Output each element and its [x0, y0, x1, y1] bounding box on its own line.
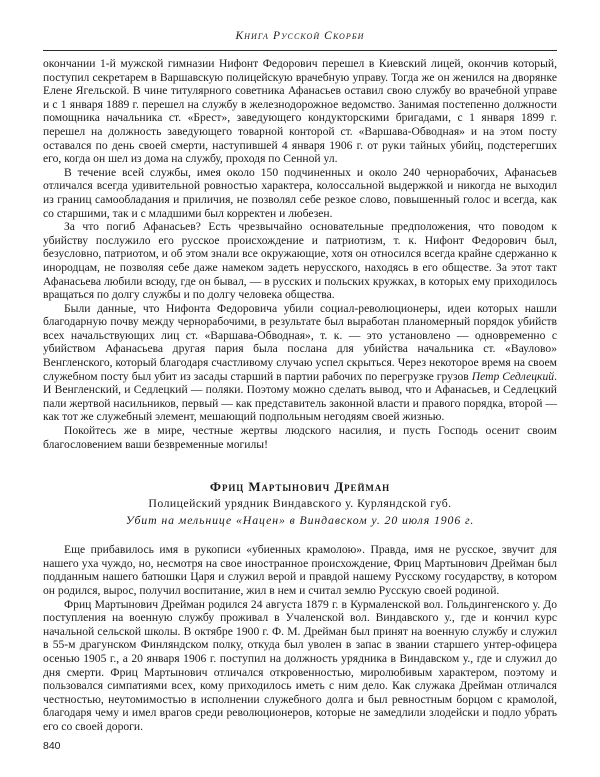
paragraph: Фриц Мартынович Дрейман родился 24 августа 1879 г. в Курмаленской вол. Гольдингенского у. До поступления на военную службу проживал в Учаленской вол. Виндавского у., где и кончил курс начальной сельской школы. В октябре 1900 г. Ф. М. Дрейман был принят на военную службу и служил в 55-м драгунском Финляндском полку, откуда был уволен в запас в звании старшего унтер-офицера осенью 1905 г., а 20 января 1906 г. поступил на должность урядника в Виндавском у., где и служил до дня смерти. Фриц Мартынович отличался откровенностью, миролюбивым характером, поэтому и пользовался симпатиями всех, кому приходилось иметь с ним дело. Как служака Дрейман отличался честностью, неутомимостью в исполнении служебного долга и был ревностным борцом с крамолой, благодаря чему и имел врагов среди революционеров, которые не замедлили злодейски и подло убрать его со своей дороги.	[43, 597, 557, 733]
article-title-name: Фриц Мартынович Дрейман	[209, 479, 391, 495]
paragraph-text-part-2: . И Венгленский, и Седлецкий — поляки. Поэтому можно сделать вывод, что и Афанасьев, и Седлецкий пали жертвой насильников, первый — как представитель законной власти и правого порядка, второй — как тот же служебный элемент, мешающий подпольным негодяям своей жизнью.	[43, 369, 557, 424]
paragraph-continued: окончании 1-й мужской гимназии Нифонт Федорович перешел в Киевский лицей, окончив который, поступил секретарем в Варшавскую полицейскую врачебную управу. Тогда же он женился на дворянке Елене Ягельской. В чине титулярного советника Афанасьев оставил свою службу во врачебной управе и с 1 января 1889 г. перешел на службу в железнодорожное ведомство. Занимая постепенно должности помощника начальника ст. «Брест», заведующего кондукторскими бригадами, с 1 января 1899 г. перешел на должность заведующего товарной конторой ст. «Варшава-Обводная» и на этом посту оставался по день своей смерти, наступившей 4 января 1906 г. от руки тайных убийц, подстерегших его, когда он шел из дома на службу, проходя по Сенной ул.	[43, 57, 557, 166]
page-number: 840	[43, 740, 61, 752]
italic-person-name: Петр Седлецкий	[471, 369, 555, 383]
page-content	[43, 57, 557, 734]
paragraph-text-part-1: Были данные, что Нифонта Федоровича убили социал-революционеры, идеи которых нашли благодарную почву между чернорабочими, в результате был выработан планомерный порядок убийств всех начальствующих лиц ст. «Варшава-Обводная», т. к. — это установлено — одновременно с убийством Афанасьева другая пария была послана для убийства начальника ст. «Ваулово» Венгленского, который благодаря счастливому случаю успел скрыться. Через некоторое время на своем служебном посту был убит из засады старший в партии рабочих по перегрузке грузов	[43, 301, 557, 383]
header-rule	[43, 50, 557, 51]
paragraph: Еще прибавилось имя в рукописи «убиенных крамолою». Правда, имя не русское, звучит для нашего уха чуждо, но, несмотря на свое иностранное происхождение, Фриц Мартынович Дрейман был подданным нашего батюшки Царя и служил верой и правдой нашему Русскому государству, в котором он родился, вырос, получил воспитание, жил в нем и считал землю Русскую своей родиной.	[43, 543, 557, 597]
article-subtitle-rank: Полицейский урядник Виндавского у. Курляндской губ.	[148, 496, 452, 511]
paragraph-with-italic-name	[43, 302, 557, 424]
article-heading-block	[43, 478, 557, 529]
paragraph-closing: Покойтесь же в мире, честные жертвы людского насилия, и пусть Господь осенит своим благословением ваши безвременные могилы!	[43, 424, 557, 451]
paragraph: В течение всей службы, имея около 150 подчиненных и около 240 чернорабочих, Афанасьев отличался всегда удивительной ровностью характера, колоссальной выдержкой и никогда не выходил из границ самообладания и приличия, не позволял себе резкое слово, повышенный голос и всегда, как со старшими, так и с младшими был корректен и любезен.	[43, 165, 557, 220]
running-head: Книга Русской Скорби	[235, 30, 365, 42]
article-subtitle-killed: Убит на мельнице «Нацен» в Виндавском у. 20 июля 1906 г.	[125, 513, 475, 528]
paragraph: За что погиб Афанасьев? Есть чрезвычайно основательные предположения, что поводом к убийству послужило его русское происхождение и патриотизм, т. к. Нифонт Федорович был, безусловно, патриотом, и об этом знали все окружающие, хотя он относился всегда крайне сдержанно к инородцам, не позволяя себе даже намеком задеть нерусского, находясь в его обществе. За этот такт Афанасьева любили всюду, где он бывал, — в русских и польских кружках, в которых ему приходилось вращаться по долгу службы и по долгу человека общества.	[43, 220, 557, 302]
